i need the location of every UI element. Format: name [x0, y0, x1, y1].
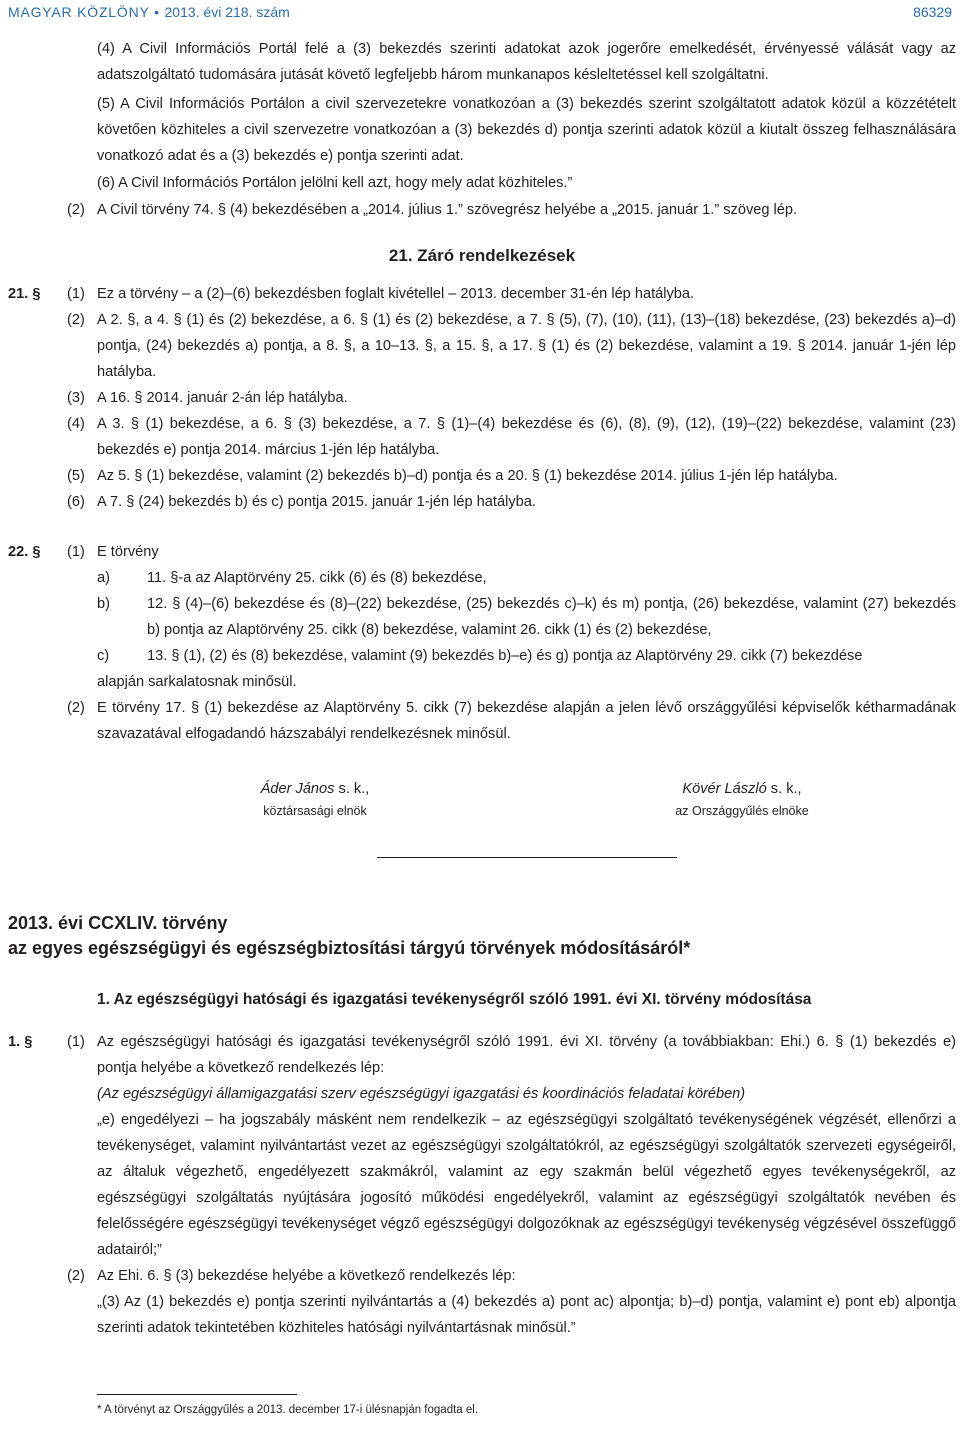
point-a: [0, 565, 960, 591]
page-content: [0, 36, 960, 1341]
section-22-para-2: [0, 695, 960, 747]
section-21: [0, 281, 960, 515]
signatory-name: Kövér László: [682, 781, 767, 797]
point-label: b): [97, 596, 110, 612]
section-number: 1. §: [8, 1034, 33, 1050]
item-number: (4): [67, 416, 85, 432]
issue-number: 2013. évi 218. szám: [164, 4, 290, 20]
point-text: 13. § (1), (2) és (8) bekezdése, valamint (9) bekezdés b)–e) és g) pontja az Alaptörvény 29. cikk (7) bekezdése: [147, 648, 863, 664]
item-text: A 3. § (1) bekezdése, a 6. § (3) bekezdése, a 7. § (1)–(4) bekezdése és (6), (8), (9), (12), (19)–(22) bekezdése, valamint (23) bekezdés e) pontja 2014. március 1-jén lép hatályba.: [97, 416, 956, 458]
amended-text-3: „(3) Az (1) bekezdés e) pontja szerinti nyilvántartás a (4) bekezdés a) pont ac) alpontja; b)–d) pontja, valamint e) pont eb) alpontja szerinti adatok tekintetében közhiteles hatósági nyilvántartásnak minősül.”: [97, 1294, 956, 1336]
signatory-name: Áder János: [260, 781, 335, 797]
section-21-item-6: [0, 489, 960, 515]
signatures: [0, 777, 960, 847]
journal-title: MAGYAR KÖZLÖNY: [8, 4, 150, 20]
item-text: A 16. § 2014. január 2-án lép hatályba.: [97, 390, 348, 406]
item-number: (2): [67, 1268, 85, 1284]
new-act-heading: [0, 911, 960, 961]
chapter-21-title: 21. Záró rendelkezések: [388, 246, 576, 265]
subsection-text: A Civil törvény 74. § (4) bekezdésében a „2014. július 1.” szövegrész helyébe a „2015. január 1.” szöveg lép.: [97, 202, 798, 218]
item-number: (1): [67, 1034, 85, 1050]
section-21-item-3: [0, 385, 960, 411]
bullet: •: [154, 4, 160, 20]
point-label: a): [97, 570, 110, 586]
section-22-para-1: [0, 539, 960, 565]
running-head: [8, 2, 952, 22]
separator-wrap: [0, 847, 960, 911]
item-text: Ez a törvény – a (2)–(6) bekezdésben foglalt kivétellel – 2013. december 31-én lép hatályba.: [97, 286, 695, 302]
item-text: A 2. §, a 4. § (1) és (2) bekezdése, a 6. § (1) és (2) bekezdése, a 7. § (5), (7), (10), (11), (13)–(18) bekezdése, (23) bekezdés a)–d) pontja, (24) bekezdés a) pontja, a 8. §, a 10–13. §, a 15. §, a 17. § (1) és (2) bekezdése, valamint a 19. § 2014. január 1-jén lép hatályba.: [97, 312, 956, 380]
page-number: 86329: [913, 4, 952, 20]
item-number: (2): [67, 312, 85, 328]
section-21-item-1: [0, 281, 960, 307]
item-text: E törvény 17. § (1) bekezdése az Alaptörvény 5. cikk (7) bekezdése alapján a jelen lévő országgyűlési képviselők kétharmadának szavazatával elfogadandó házszabályi rendelkezésnek minősül.: [97, 700, 956, 742]
signatory-suffix: s. k.,: [334, 781, 370, 797]
point-b: [0, 591, 960, 643]
paragraph-4: (4) A Civil Információs Portál felé a (3) bekezdés szerinti adatokat azok jogerőre emelkedését, érvényessé válását vagy az adatszolgáltató tudomására jutását követő legfeljebb három munkanapos késleltetéssel kell szolgáltatni.: [97, 41, 956, 83]
separator-rule: [377, 857, 677, 858]
item-text: Az egészségügyi hatósági és igazgatási tevékenységről szóló 1991. évi XI. törvény (a továbbiakban: Ehi.) 6. § (1) bekezdés e) pontja helyébe a következő rendelkezés lép:: [97, 1034, 956, 1076]
signatory-suffix: s. k.,: [766, 781, 802, 797]
footnote: * A törvényt az Országgyűlés a 2013. december 17-i ülésnapján fogadta el.: [97, 1404, 479, 1416]
new-act-section-1: [0, 1029, 960, 1341]
item-lead: E törvény: [97, 544, 159, 560]
point-c: [0, 643, 960, 669]
item-number: (6): [67, 494, 85, 510]
paragraph-6: (6) A Civil Információs Portálon jelölni kell azt, hogy mely adat közhiteles.”: [97, 175, 573, 191]
act-number: 2013. évi CCXLIV. törvény: [8, 913, 228, 933]
journal-issue: [8, 2, 290, 22]
new-act-para-1: [0, 1029, 960, 1081]
item-number: (1): [67, 544, 85, 560]
section-21-item-2: [0, 307, 960, 385]
signature-speaker: [592, 777, 892, 821]
paragraph-tail: alapján sarkalatosnak minősül.: [97, 674, 297, 690]
item-text: A 7. § (24) bekezdés b) és c) pontja 2015. január 1-jén lép hatályba.: [97, 494, 536, 510]
point-text: 11. §-a az Alaptörvény 25. cikk (6) és (8) bekezdése,: [147, 570, 487, 586]
paragraph-5: (5) A Civil Információs Portálon a civil szervezetekre vonatkozóan a (3) bekezdés szerint szolgáltatott adatok közül a közzétételt követően közhiteles a civil szervezetre vonatkozóan a (3) bekezdés d) pontja szerinti adatok közül a kiutalt összeg felhasználására vonatkozó adat és a (3) bekezdés e) pontja szerinti adat.: [97, 96, 956, 164]
section-number: 22. §: [8, 544, 41, 560]
amended-text-e: „e) engedélyezi – ha jogszabály másként nem rendelkezik – az egészségügyi szolgáltató tevékenységének végzését, ellenőrzi a tevékenységet, valamint nyilvántartást vezet az egészségügyi szolgáltatókról, az egészségügyi szolgáltatók szervezeti egységeiről, az általuk végezhető, engedélyezett szakmákról, valamint az egy szakmán belül végezhető egyes tevékenységekről, az egészségügyi szolgáltatás nyújtására jogosító működési engedélyekről, valamint az egészségügyi szolgáltatók nevében és felelősségére egészségügyi tevékenységet végző egészségügyi dolgozóknak az egészségügyi tevékenység végzésével összefüggő adatairól;”: [97, 1112, 956, 1258]
footnote-rule: [97, 1394, 297, 1395]
signature-president: [165, 777, 465, 821]
section-number: 21. §: [8, 286, 41, 302]
act-title: az egyes egészségügyi és egészségbiztosítási tárgyú törvények módosításáról*: [8, 938, 691, 958]
subsection-2: [0, 197, 960, 223]
item-number: (1): [67, 286, 85, 302]
section-21-item-5: [0, 463, 960, 489]
section-22: [0, 539, 960, 747]
context-clause: (Az egészségügyi államigazgatási szerv egészségügyi igazgatási és koordinációs feladatai körében): [97, 1086, 746, 1102]
new-act-section-title: 1. Az egészségügyi hatósági és igazgatási tevékenységről szóló 1991. évi XI. törvény módosítása: [97, 991, 812, 1008]
subsection-number: (2): [67, 202, 85, 218]
item-number: (2): [67, 700, 85, 716]
item-text: Az 5. § (1) bekezdése, valamint (2) bekezdés b)–d) pontja és a 20. § (1) bekezdése 2014. július 1-jén lép hatályba.: [97, 468, 838, 484]
item-number: (3): [67, 390, 85, 406]
section-21-item-4: [0, 411, 960, 463]
item-text: Az Ehi. 6. § (3) bekezdése helyébe a következő rendelkezés lép:: [97, 1268, 516, 1284]
new-act-para-2: [0, 1263, 960, 1289]
point-label: c): [97, 648, 110, 664]
item-number: (5): [67, 468, 85, 484]
signatory-title: az Országgyűlés elnöke: [675, 804, 809, 818]
point-text: 12. § (4)–(6) bekezdése és (8)–(22) bekezdése, (25) bekezdés c)–k) és m) pontja, (26) bekezdése, valamint (27) bekezdés b) pontja az Alaptörvény 25. cikk (8) bekezdése, valamint 26. cikk (1) és (2) bekezdése,: [147, 596, 956, 638]
signatory-title: köztársasági elnök: [263, 804, 367, 818]
